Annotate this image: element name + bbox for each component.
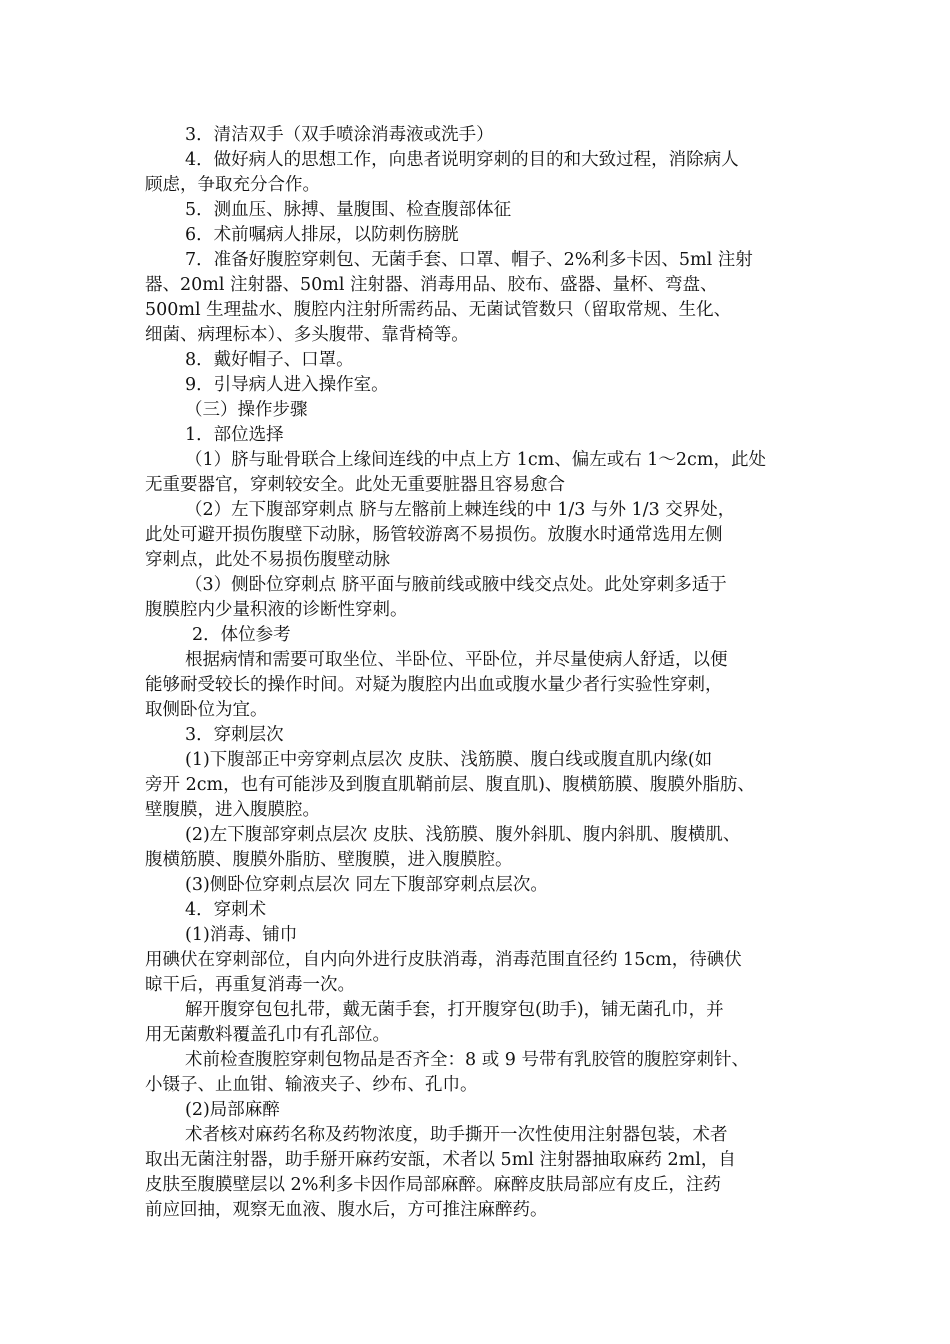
text-line: 旁开 2cm，也有可能涉及到腹直肌鞘前层、腹直肌)、腹横筋膜、腹膜外脂肪、 xyxy=(145,775,755,795)
subsection-heading: 1．部位选择 xyxy=(185,425,284,445)
text-line: 解开腹穿包包扎带，戴无菌手套，打开腹穿包(助手)，铺无菌孔巾，并 xyxy=(185,1000,724,1020)
text-line: 6．术前嘱病人排尿，以防刺伤膀胱 xyxy=(185,225,459,245)
text-line: 7．准备好腹腔穿刺包、无菌手套、口罩、帽子、2%利多卡因、5ml 注射 xyxy=(185,250,753,270)
text-line: 取侧卧位为宜。 xyxy=(145,700,268,720)
text-line: 前应回抽，观察无血液、腹水后，方可推注麻醉药。 xyxy=(145,1200,548,1220)
text-line: （1）脐与耻骨联合上缘间连线的中点上方 1cm、偏左或右 1～2cm，此处 xyxy=(185,450,766,470)
text-line: 腹横筋膜、腹膜外脂肪、壁腹膜，进入腹膜腔。 xyxy=(145,850,513,870)
text-line: 4．做好病人的思想工作，向患者说明穿刺的目的和大致过程，消除病人 xyxy=(185,150,739,170)
subsection-heading: 4．穿刺术 xyxy=(185,900,267,920)
text-line: 根据病情和需要可取坐位、半卧位、平卧位，并尽量使病人舒适，以便 xyxy=(185,650,728,670)
text-line: （3）侧卧位穿刺点 脐平面与腋前线或腋中线交点处。此处穿刺多适于 xyxy=(185,575,727,595)
text-line: 用碘伏在穿刺部位，自内向外进行皮肤消毒，消毒范围直径约 15cm，待碘伏 xyxy=(145,950,742,970)
text-line: (2)局部麻醉 xyxy=(185,1100,280,1120)
text-line: 穿刺点，此处不易损伤腹壁动脉 xyxy=(145,550,390,570)
text-line: 术前检查腹腔穿刺包物品是否齐全：8 或 9 号带有乳胶管的腹腔穿刺针、 xyxy=(185,1050,749,1070)
text-line: 小镊子、止血钳、输液夹子、纱布、孔巾。 xyxy=(145,1075,478,1095)
text-line: 9．引导病人进入操作室。 xyxy=(185,375,389,395)
text-line: (1)下腹部正中旁穿刺点层次 皮肤、浅筋膜、腹白线或腹直肌内缘(如 xyxy=(185,750,713,770)
text-line: 皮肤至腹膜壁层以 2%利多卡因作局部麻醉。麻醉皮肤局部应有皮丘，注药 xyxy=(145,1175,721,1195)
text-line: 壁腹膜，进入腹膜腔。 xyxy=(145,800,320,820)
text-line: 顾虑，争取充分合作。 xyxy=(145,175,320,195)
text-line: 500ml 生理盐水、腹腔内注射所需药品、无菌试管数只（留取常规、生化、 xyxy=(145,300,732,320)
text-line: 用无菌敷料覆盖孔巾有孔部位。 xyxy=(145,1025,390,1045)
text-line: 术者核对麻药名称及药物浓度，助手撕开一次性使用注射器包装，术者 xyxy=(185,1125,728,1145)
text-line: 5．测血压、脉搏、量腹围、检查腹部体征 xyxy=(185,200,512,220)
text-line: 8．戴好帽子、口罩。 xyxy=(185,350,354,370)
text-line: (3)侧卧位穿刺点层次 同左下腹部穿刺点层次。 xyxy=(185,875,548,895)
text-line: (1)消毒、铺巾 xyxy=(185,925,298,945)
text-line: 晾干后，再重复消毒一次。 xyxy=(145,975,355,995)
text-line: 能够耐受较长的操作时间。对疑为腹腔内出血或腹水量少者行实验性穿刺， xyxy=(145,675,723,695)
text-line: 腹膜腔内少量积液的诊断性穿刺。 xyxy=(145,600,408,620)
text-line: 器、20ml 注射器、50ml 注射器、消毒用品、胶布、盛器、量杯、弯盘、 xyxy=(145,275,718,295)
text-line: 取出无菌注射器，助手掰开麻药安瓿，术者以 5ml 注射器抽取麻药 2ml，自 xyxy=(145,1150,736,1170)
text-line: 细菌、病理标本）、多头腹带、靠背椅等。 xyxy=(145,325,469,345)
text-line: （2）左下腹部穿刺点 脐与左髂前上棘连线的中 1/3 与外 1/3 交界处， xyxy=(185,500,736,520)
text-line: 此处可避开损伤腹壁下动脉，肠管较游离不易损伤。放腹水时通常选用左侧 xyxy=(145,525,723,545)
subsection-heading: 3．穿刺层次 xyxy=(185,725,284,745)
subsection-heading: 2．体位参考 xyxy=(192,625,291,645)
text-line: (2)左下腹部穿刺点层次 皮肤、浅筋膜、腹外斜肌、腹内斜肌、腹横肌、 xyxy=(185,825,741,845)
text-line: 无重要器官，穿刺较安全。此处无重要脏器且容易愈合 xyxy=(145,475,565,495)
section-heading: （三）操作步骤 xyxy=(185,400,308,420)
text-line: 3．清洁双手（双手喷涂消毒液或洗手） xyxy=(185,125,494,145)
